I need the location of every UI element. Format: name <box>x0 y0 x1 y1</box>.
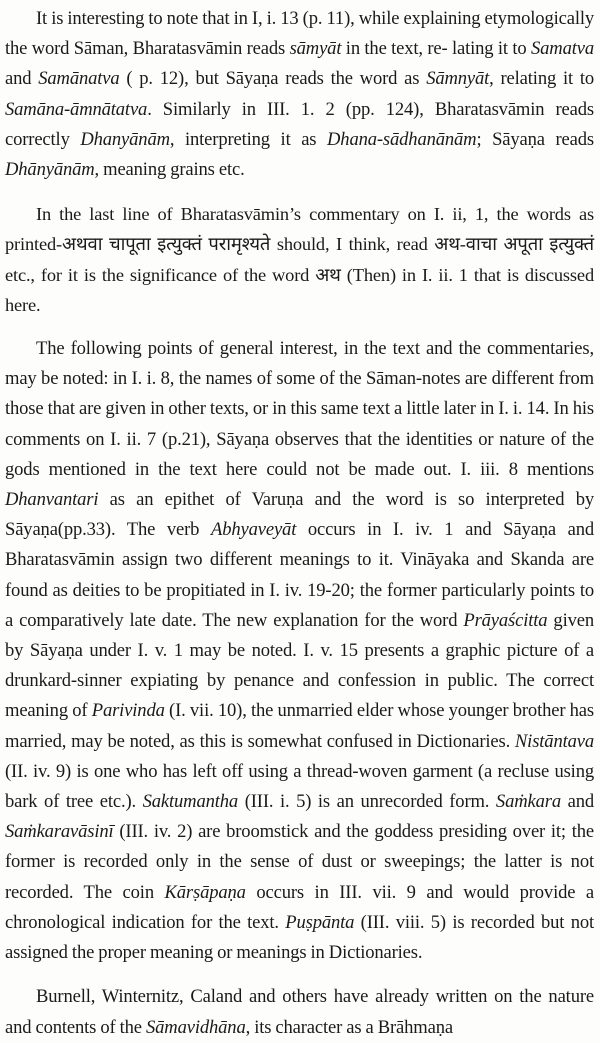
text-run: , interpreting it as <box>169 128 328 150</box>
text-run: , meaning grains etc. <box>94 159 245 181</box>
text-run: , relating it to <box>489 68 594 90</box>
term-italic: Saṁkara <box>495 791 561 813</box>
term-italic: Dhana-sādhanānām <box>327 128 477 150</box>
term-italic: Sāmavidhāna <box>146 1016 246 1038</box>
text-run: occurs in III. vii. 9 and would provide a chronological indication for the text. <box>5 881 594 933</box>
text-run: occurs in I. iv. 1 and Sāyaṇa and Bharatasvāmin assign two different meanings to it. Vināyaka and Skanda are found as deities to be propitiated in I. iv. 19-20; the former particularly points to a comparatively late date. The new explanation for the word <box>5 519 594 631</box>
term-italic: Abhyaveyāt <box>211 519 297 541</box>
term-italic: Saṁkaravāsinī <box>5 821 114 843</box>
text-run: , its character as a Brāhmaṇa <box>245 1016 453 1038</box>
text-run: (III. viii. 5) is recorded but not assigned the proper meaning or meanings in Dictionaries. <box>5 911 594 964</box>
text-run: as an epithet of Varuṇa and the word is so interpreted by Sāyaṇa(pp.33). The verb <box>5 489 594 541</box>
text-run: in the text, re- lating it to <box>341 38 532 60</box>
term-italic: sāmyāt <box>289 38 342 60</box>
paragraph-points-of-interest <box>5 334 594 968</box>
text-run: given by Sāyaṇa under I. v. 1 may be noted. I. v. 15 presents a graphic picture of a drunkard-sinner expiating by penance and confession in public. The correct meaning of <box>5 609 594 722</box>
text-run: . Similarly in III. 1. 2 (pp. 124), Bharatasvāmin reads correctly <box>5 98 594 150</box>
term-italic: Samānatva <box>38 68 120 90</box>
text-run: (II. iv. 9) is one who has left off using a thread-woven garment (a recluse using bark of tree etc.). <box>5 760 594 813</box>
text-run: It is interesting to note that in I, i. 13 (p. 11), while explaining etymologically the word Sāman, Bharatasvāmin reads <box>5 8 594 60</box>
term-italic: Saktumantha <box>142 791 239 813</box>
text-run: (III. i. 5) is an unrecorded form. <box>238 791 496 813</box>
term-italic: Nistāntava <box>514 730 594 752</box>
term-italic: Dhanyānām <box>80 128 170 150</box>
term-italic: Dhanvantari <box>5 489 99 511</box>
text-run: ; Sāyaṇa reads <box>476 128 594 150</box>
term-italic: Samatva <box>531 38 594 60</box>
text-run: The following points of general interest, in the text and the commentaries, may be noted: in I. i. 8, the names of some of the Sāman-notes are different from those that are given in other texts, or in this same text a little later in I. i. 14. In his comments on I. ii. 7 (p.21), Sāyaṇa observes that the identities or nature of the gods mentioned in the text here could not be made out. I. iii. 8 mentions <box>5 338 594 480</box>
term-italic: Puṣpānta <box>285 911 355 933</box>
text-run: ( p. 12), but Sāyaṇa reads the word as <box>119 68 427 90</box>
term-italic: Prāyaścitta <box>463 609 548 631</box>
term-italic: Samāna-āmnātatva <box>5 98 148 120</box>
paragraph-commentary-correction <box>5 199 594 320</box>
term-italic: Parivinda <box>91 700 165 722</box>
term-italic: Kārṣāpaṇa <box>164 881 246 903</box>
paragraph-burnell <box>5 982 594 1042</box>
term-italic: Sāmnyāt <box>426 68 490 90</box>
text-run: and <box>560 791 594 813</box>
text-run: (III. iv. 2) are broomstick and the goddess presiding over it; the former is recorded only in the sense of dust or sweepings; the latter is not recorded. The coin <box>5 821 594 903</box>
text-run: Burnell, Winternitz, Caland and others have already written on the nature and contents of the <box>5 986 594 1038</box>
paragraph-etymology <box>5 4 594 185</box>
text-run: (I. vii. 10), the unmarried elder whose younger brother has married, may be noted, as this is somewhat confused in Dictionaries. <box>5 700 594 752</box>
text-run: and <box>5 68 39 90</box>
text-run: In the last line of Bharatasvāmin’s commentary on I. ii, 1, the words as printed-अथवा चापूता इत्युक्तं परामृश्यते should, I think, read अथ-वाचा अपूता इत्युक्तं etc., for it is the significance of the word अथ (Then) in I. ii. 1 that is discussed here. <box>5 204 594 315</box>
term-italic: Dhānyānām <box>5 159 95 181</box>
